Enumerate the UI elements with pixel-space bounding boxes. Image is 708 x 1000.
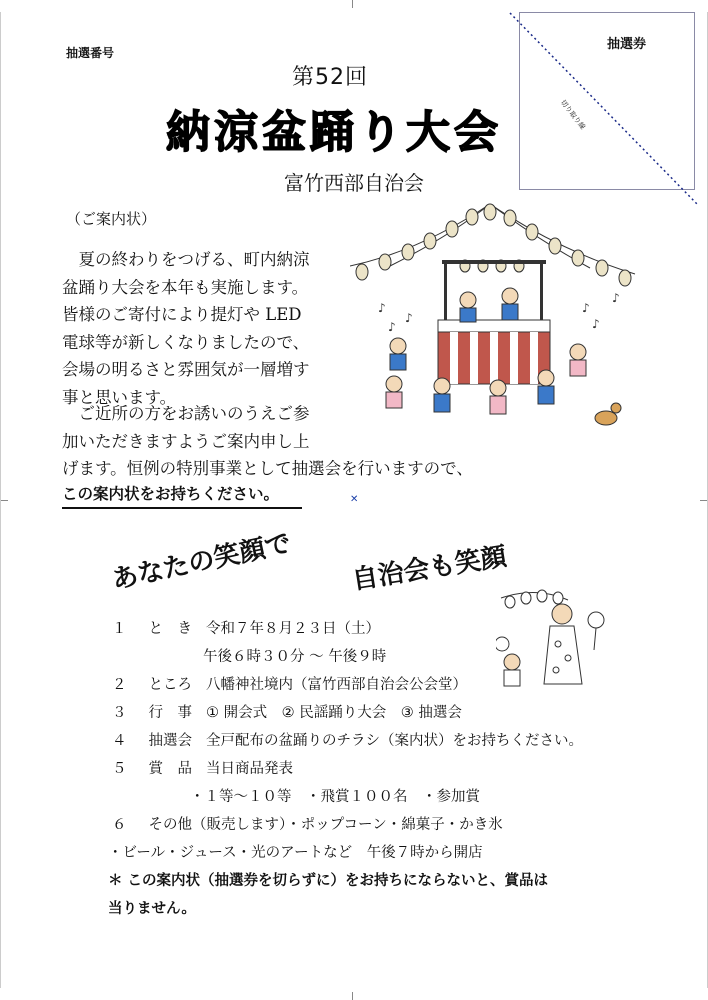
woman-lantern-illustration bbox=[496, 580, 616, 692]
notice-paragraph-3: げます。恒例の特別事業として抽選会を行いますので、 bbox=[62, 459, 473, 478]
bon-odori-illustration bbox=[350, 196, 640, 436]
detail-row-time: 午後６時３０分 ～ 午後９時 bbox=[203, 649, 387, 665]
lottery-ticket-label: 抽選券 bbox=[607, 37, 647, 52]
slogan-part-2: 自治会も笑顔 bbox=[350, 541, 509, 596]
svg-text:♪: ♪ bbox=[592, 317, 600, 331]
underline-divider bbox=[62, 507, 302, 509]
edition-number: 第52回 bbox=[292, 65, 368, 90]
svg-text:♪: ♪ bbox=[388, 320, 396, 334]
cut-line bbox=[505, 8, 705, 208]
lottery-number-label: 抽選番号 bbox=[66, 46, 115, 60]
cut-line-label: 切り取り線 bbox=[558, 98, 587, 132]
bring-notice-line: この案内状をお持ちください。 bbox=[62, 485, 280, 503]
detail-row-other: ６ その他（販売します）・ポップコーン・綿菓子・かき氷 bbox=[112, 817, 503, 833]
event-title: 納涼盆踊り大会 bbox=[166, 107, 502, 158]
notice-paragraph-2: ご近所の方をお誘いのうえご参 加いただきますようご案内申し上 bbox=[62, 404, 310, 451]
svg-text:♪: ♪ bbox=[582, 301, 590, 315]
svg-text:♪: ♪ bbox=[612, 291, 620, 305]
warning-line-1: ＊ この案内状（抽選券を切らずに）をお持ちにならないと、賞品は bbox=[108, 873, 549, 889]
detail-row-prize-list: ・１等～１０等 ・飛賞１００名 ・参加賞 bbox=[190, 789, 480, 805]
detail-row-place: ２ ところ 八幡神社境内（富竹西部自治会公会堂） bbox=[112, 677, 467, 693]
detail-row-prizes: ５ 賞 品 当日商品発表 bbox=[112, 761, 293, 777]
notice-paragraph-1: 夏の終わりをつげる、町内納涼 盆踊り大会を本年も実施します。 皆様のご寄付により提灯や LED 電球等が新しくなりましたので、 会場の明るさと雰囲気が一層増す 事と思います。 bbox=[62, 250, 310, 407]
svg-text:♪: ♪ bbox=[378, 301, 386, 315]
organizer-name: 富竹西部自治会 bbox=[284, 171, 424, 195]
svg-text:♪: ♪ bbox=[405, 311, 413, 325]
detail-row-other-extra: ・ビール・ジュース・光のアートなど 午後７時から開店 bbox=[108, 845, 483, 861]
detail-row-lottery: ４ 抽選会 全戸配布の盆踊りのチラシ（案内状）をお持ちください。 bbox=[112, 733, 583, 749]
notice-label: （ご案内状） bbox=[66, 210, 157, 228]
cross-mark: ✕ bbox=[350, 494, 359, 505]
slogan-part-1: あなたの笑顔で bbox=[109, 528, 294, 596]
detail-row-date: １ と き 令和７年８月２３日（土） bbox=[112, 621, 380, 637]
detail-row-events: ３ 行 事 ① 開会式 ② 民謡踊り大会 ③ 抽選会 bbox=[112, 705, 462, 721]
warning-line-2: 当りません。 bbox=[108, 901, 196, 917]
